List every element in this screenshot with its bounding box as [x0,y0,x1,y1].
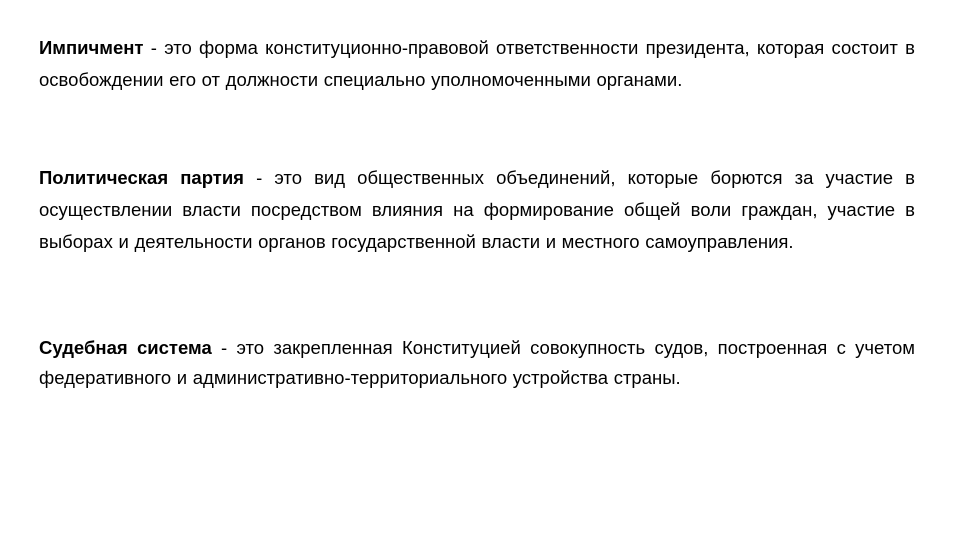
definition-text: это вид общественных объединений, которые борются за участие в осуществлении власти посредством влияния на формирование общей воли граждан, участие в выборах и деятельности органов государственной власти и местного самоуправления. [39,167,915,252]
definition-judicial-system [39,333,915,393]
term-judicial-system: Судебная система [39,337,212,358]
term-impeachment: Импичмент [39,37,144,58]
term-dash: - [143,37,165,58]
term-dash: - [211,337,237,358]
definition-text: это закрепленная Конституцией совокупность судов, построенная с учетом федеративного и административно-территориального устройства страны. [39,337,915,388]
definition-impeachment [39,32,915,96]
term-dash: - [243,167,275,188]
definition-political-party [39,162,915,258]
term-political-party: Политическая партия [39,167,244,188]
definition-text: это форма конституционно-правовой ответственности президента, которая состоит в освобождении его от должности специально уполномоченными органами. [39,37,915,90]
